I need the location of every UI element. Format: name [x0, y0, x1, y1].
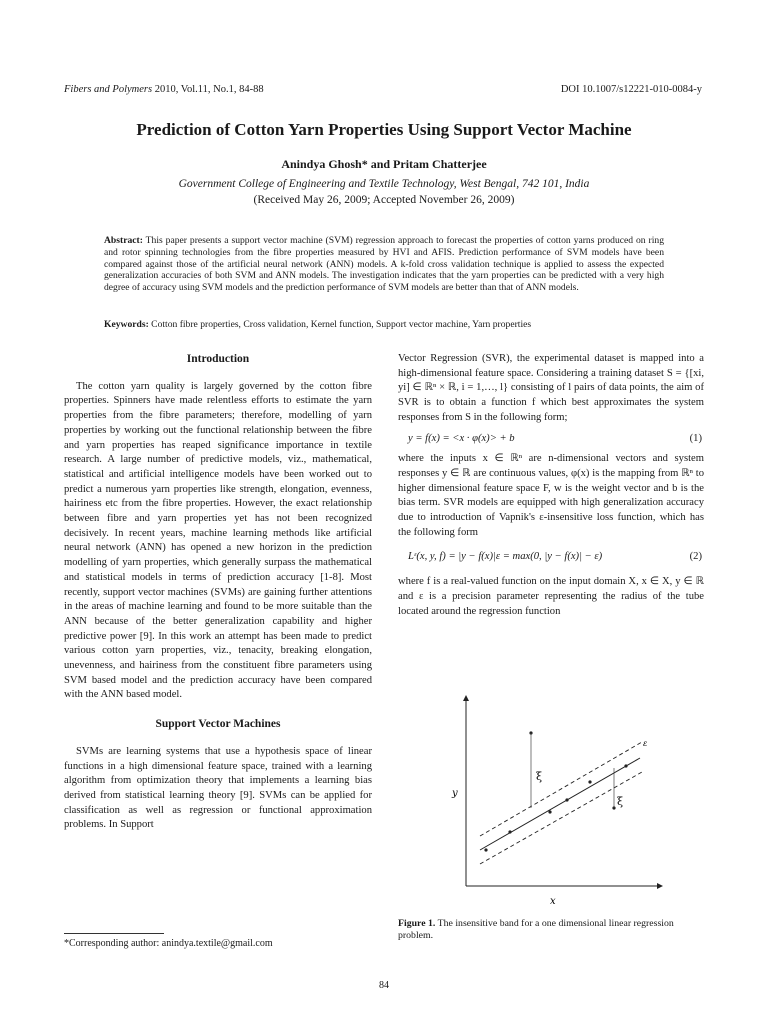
xi-label-upper: ξ	[536, 770, 543, 783]
data-point	[548, 810, 551, 813]
caption-label: Figure 1.	[398, 918, 436, 929]
equation-2-expr: Lᵋ(x, y, f) = |y − f(x)|ε = max(0, |y − f(x)| − ε)	[408, 551, 603, 563]
right-column	[398, 352, 704, 619]
data-points	[484, 731, 627, 851]
page-number: 84	[379, 980, 389, 991]
journal-name: Fibers and Polymers	[64, 84, 153, 95]
regression-line	[480, 758, 640, 850]
data-point	[588, 780, 591, 783]
data-point	[484, 848, 487, 851]
data-point	[508, 830, 511, 833]
equation-1-number: (1)	[689, 432, 702, 444]
footnote-rule	[64, 933, 164, 934]
svm-heading: Support Vector Machines	[155, 718, 281, 731]
data-point	[624, 764, 627, 767]
paper-title: Prediction of Cotton Yarn Properties Using Support Vector Machine	[136, 120, 632, 139]
data-point	[565, 798, 568, 801]
svr-paragraph: Vector Regression (SVR), the experimental dataset is mapped into a high-dimensional feature space. Considering a training dataset S = {[xi, yi] ∈ ℝⁿ × ℝ, i = 1,…, l} consisting of l pairs of data points, the aim of SVR is to obtain a function f which best approximates the system responses from S in the following form;	[398, 353, 704, 423]
equation-1	[398, 432, 704, 447]
received-dates: (Received May 26, 2009; Accepted November 26, 2009)	[253, 194, 515, 206]
figure-1-diagram	[440, 690, 670, 910]
upper-band	[480, 742, 642, 836]
journal-citation	[64, 84, 264, 95]
equation-2-number: (2)	[689, 551, 702, 563]
inputs-paragraph: where the inputs x ∈ ℝⁿ are n-dimensional vectors and system responses y ∈ ℝ are continuous values, φ(x) is the mapping from ℝⁿ to higher dimensional feature space F, w is the weight vector and b is the bias term. SVR models are equipped with high generalization accuracy due to introduction of Vapnik's ε-insensitive loss function, which has the following form	[398, 453, 704, 538]
affiliation: Government College of Engineering and Textile Technology, West Bengal, 742 101, India	[178, 178, 590, 190]
abstract-label: Abstract:	[104, 235, 143, 246]
doi: DOI 10.1007/s12221-010-0084-y	[560, 84, 702, 95]
keywords-label: Keywords:	[104, 319, 149, 330]
keywords-text: Cotton fibre properties, Cross validation, Kernel function, Support vector machine, Yarn properties	[151, 319, 532, 330]
caption-text: The insensitive band for a one dimensional linear regression problem.	[398, 918, 674, 941]
abstract-text: This paper presents a support vector machine (SVM) regression approach to forecast the properties of cotton yarns produced on ring and rotor spinning technologies from the fibre properties measured by HVI and AFIS. Prediction performance of SVM models have been compared against those of the artificial neural network (ANN) models. A k-fold cross validation technique is applied to assess the expected generalization accuracies of both SVM and ANN models. The investigation indicates that the yarn properties can be predicted with a very high degree of accuracy using SVM models and the prediction performance of SVM models are better than that of ANN models.	[104, 235, 664, 294]
abstract	[104, 235, 664, 294]
keywords	[104, 319, 664, 331]
left-column	[64, 352, 372, 833]
x-axis-label: x	[550, 896, 556, 907]
svm-text: SVMs are learning systems that use a hypothesis space of linear functions in a high dimensional feature space, trained with a learning algorithm from optimization theory that implements a learning bias derived from statistical learning theory [9]. SVMs can be applied for classification as well as regression or functional approximation problems. In Support	[64, 745, 372, 831]
y-axis-label: y	[452, 788, 458, 799]
epsilon-label: ε	[643, 739, 648, 748]
equation-2	[398, 550, 704, 565]
corresponding-author-footnote: *Corresponding author: anindya.textile@gmail.com	[64, 938, 273, 949]
equation-1-expr: y = f(x) = <x · φ(x)> + b	[408, 432, 515, 444]
running-header	[64, 84, 702, 95]
authors: Anindya Ghosh* and Pritam Chatterjee	[281, 157, 487, 171]
figure-1-caption	[398, 918, 704, 942]
lower-band	[480, 772, 642, 864]
precision-paragraph: where f is a real-valued function on the input domain X, x ∈ X, y ∈ ℝ and ε is a precision parameter representing the radius of the tube located around the regression function	[398, 576, 704, 617]
introduction-text: The cotton yarn quality is largely governed by the cotton fibre properties. Spinners have made relentless efforts to estimate the yarn properties from the fibre parameters; therefore, modelling of yarn properties by working out the functional relationship between the fibre and yarn properties has reaped significance importance in textile research. A large number of predictive models, viz., mathematical, statistical and artificial intelligence models have been worked out to predict a numerous yarn properties like strength, elongation, evenness, hairiness etc from the fibre properties. However, the exact relationship between fibre and yarn properties yet has not been recognized decisively. In recent years, machine learning methods like artificial neural network (ANN) has opened a new horizon in the prediction modelling of yarn properties, which generally surpass the mathematical and statistical models in terms of prediction accuracy [1-8]. Most recently, support vector machines (SVMs) are gaining further attentions in the areas of machine learning and found to be more suitable than the ANN because of the better generalization capability and higher predictive power [9]. In this work an attempt has been made to predict various cotton yarn properties, viz., tenacity, breaking elongation, unevenness, and hairiness from the constituent fibre parameters using SVM based model and the prediction accuracy have been compared with the ANN based model.	[64, 380, 372, 701]
xi-label-lower: ξ	[617, 795, 624, 808]
introduction-heading: Introduction	[186, 353, 250, 365]
citation: 2010, Vol.11, No.1, 84-88	[154, 84, 264, 95]
